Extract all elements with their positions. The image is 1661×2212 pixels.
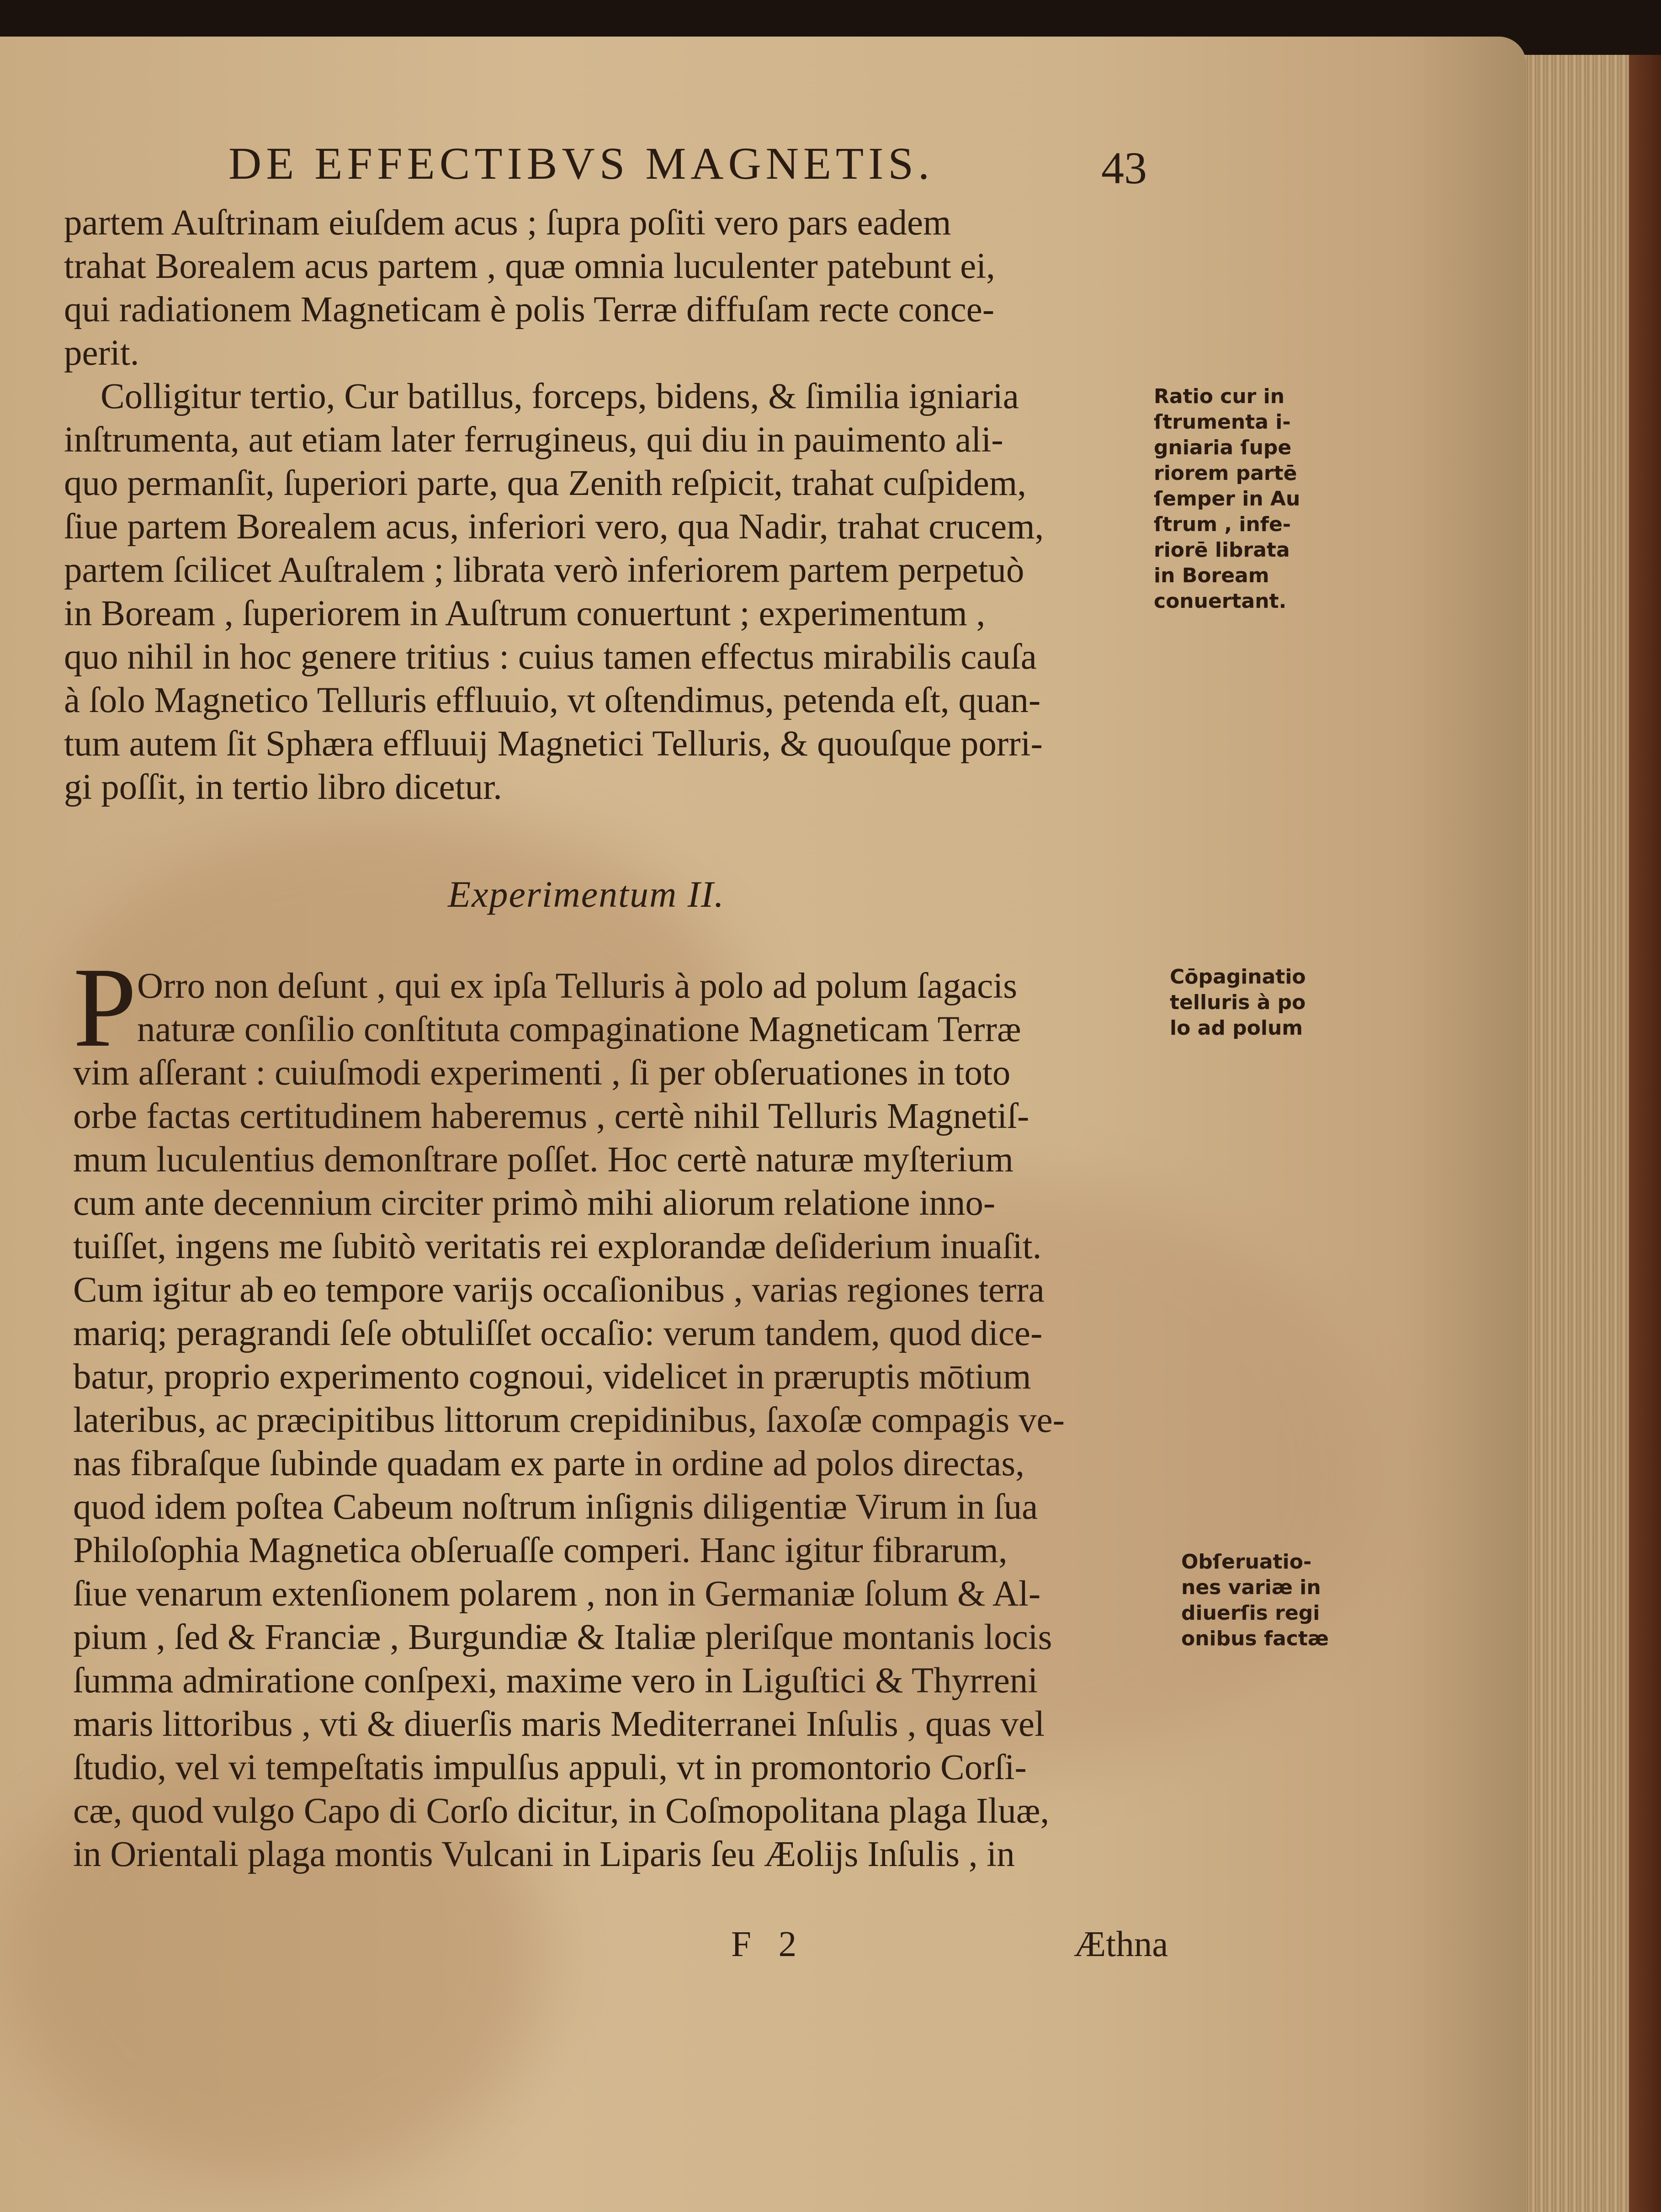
text-line: vim aſſerant : cuiuſmodi experimenti , ſi per obſeruationes in toto [73,1053,1011,1093]
text-line: ſiue venarum extenſionem polarem , non in Germaniæ ſolum & Al- [73,1574,1041,1614]
marginal-note: Ratio cur in ſtrumenta i- gniaria ſupe riorem partē ſemper in Au ſtrum , infe- riorē librata in Boream conuertant. [1154,385,1300,613]
signature-mark: F 2 [731,1925,806,1964]
text-line: ſiue partem Borealem acus, inferiori vero, qua Nadir, trahat crucem, [64,507,1044,547]
text-line: partem ſcilicet Auſtralem ; librata verò inferiorem partem perpetuò [64,550,1024,590]
text-line: tum autem ſit Sphæra effluuij Magnetici Telluris, & quouſque porri- [64,724,1043,764]
text-line: orbe factas certitudinem haberemus , certè nihil Telluris Magnetiſ- [73,1096,1030,1136]
section-heading: Experimentum II. [448,873,725,915]
drop-cap: P [73,944,137,1071]
text-line: mum luculentius demonſtrare poſſet. Hoc certè naturæ myſterium [73,1140,1014,1180]
text-line: tuiſſet, ingens me ſubitò veritatis rei explorandæ deſiderium inuaſit. [73,1227,1042,1266]
paragraph-2 [73,944,1188,1876]
text-line: Orro non deſunt , qui ex ipſa Telluris à polo ad polum ſagacis [137,966,1017,1006]
running-title: DE EFFECTIBVS MAGNETIS. [228,138,934,189]
text-line: pium , ſed & Franciæ , Burgundiæ & Italiæ pleriſque montanis locis [73,1617,1052,1657]
text-line: nas fibraſque ſubinde quadam ex parte in ordine ad polos directas, [73,1444,1024,1484]
text-line: mariq; peragrandi ſeſe obtuliſſet occaſio: verum tandem, quod dice- [73,1313,1043,1353]
catchword: Æthna [1074,1925,1168,1964]
text-line: quod idem poſtea Cabeum noſtrum inſignis diligentiæ Virum in ſua [73,1487,1038,1527]
text-line: perit. [64,333,139,373]
text-line: lateribus, ac præcipitibus littorum crepidinibus, ſaxoſæ compagis ve- [73,1400,1065,1440]
text-line: Philoſophia Magnetica obſeruaſſe comperi. Hanc igitur fibrarum, [73,1531,1008,1570]
text-line: inſtrumenta, aut etiam later ferrugineus, qui diu in pauimento ali- [64,420,1003,460]
page-edge-block [1503,55,1661,2212]
text-line: cum ante decennium circiter primò mihi aliorum relatione inno- [73,1183,996,1223]
text-line: ſumma admiratione conſpexi, maxime vero in Liguſtici & Thyrreni [73,1661,1038,1701]
paragraph-1 [64,201,1152,809]
marginal-note: Obſeruatio- nes variæ in diuerſis regi onibus factæ [1181,1550,1329,1650]
text-line: partem Auſtrinam eiuſdem acus ; ſupra poſiti vero pars eadem [64,203,951,243]
text-line: quo nihil in hoc genere tritius : cuius tamen effectus mirabilis cauſa [64,637,1037,677]
text-line: ſtudio, vel vi tempeſtatis impulſus appuli, vt in promontorio Corſi- [73,1748,1027,1787]
text-line: cæ, quod vulgo Capo di Corſo dicitur, in Coſmopolitana plaga Iluæ, [73,1791,1050,1831]
text-line: in Orientali plaga montis Vulcani in Liparis ſeu Æolijs Inſulis , in [73,1834,1015,1874]
text-line: batur, proprio experimento cognoui, videlicet in præruptis mōtium [73,1357,1031,1397]
text-line: quo permanſit, ſuperiori parte, qua Zenith reſpicit, trahat cuſpidem, [64,463,1026,503]
page-number: 43 [1101,143,1147,193]
text-line: trahat Borealem acus partem , quæ omnia luculenter patebunt ei, [64,246,995,286]
marginal-note: Cōpaginatio telluris à po lo ad polum [1170,965,1306,1040]
text-line: à ſolo Magnetico Telluris effluuio, vt oſtendimus, petenda eſt, quan- [64,681,1041,720]
text-line: naturæ conſilio conſtituta compaginatione Magneticam Terræ [137,1010,1021,1049]
text-line: gi poſſit, in tertio libro dicetur. [64,767,502,807]
text-line: maris littoribus , vti & diuerſis maris Mediterranei Inſulis , quas vel [73,1704,1045,1744]
text-line: Cum igitur ab eo tempore varijs occaſionibus , varias regiones terra [73,1270,1045,1310]
text-line: qui radiationem Magneticam è polis Terræ diffuſam recte conce- [64,290,995,330]
text-line: in Boream , ſuperiorem in Auſtrum conuertunt ; experimentum , [64,594,986,633]
text-line: Colligitur tertio, Cur batillus, forceps, bidens, & ſimilia igniaria [101,377,1019,416]
